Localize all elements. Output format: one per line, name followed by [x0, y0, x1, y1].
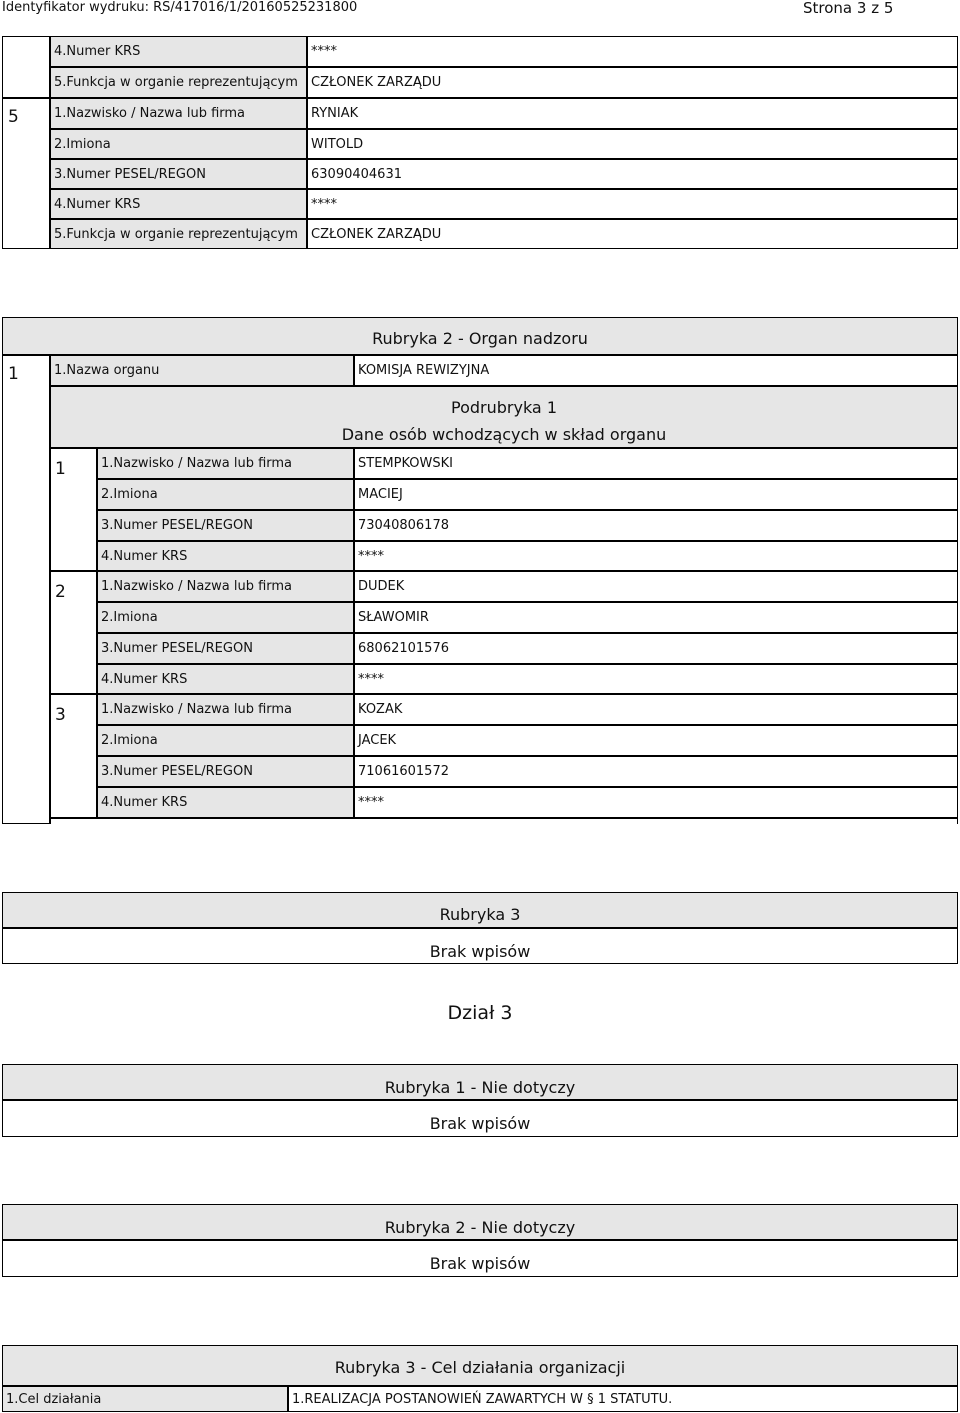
member-number: 1 [50, 448, 97, 571]
field-label: 3.Numer PESEL/REGON [97, 633, 354, 664]
field-label: 1.Nazwa organu [50, 355, 354, 386]
page-number: Strona 3 z 5 [803, 0, 894, 17]
field-value: STEMPKOWSKI [354, 448, 958, 479]
field-label: 1.Nazwisko / Nazwa lub firma [50, 98, 307, 129]
section-title [2, 1064, 958, 1100]
field-label: 4.Numer KRS [97, 664, 354, 694]
empty-section [2, 1240, 958, 1277]
chapter-title: Dział 3 [447, 1002, 513, 1024]
field-label: 4.Numer KRS [97, 541, 354, 571]
field-label: 2.Imiona [97, 602, 354, 633]
member-number: 2 [50, 571, 97, 694]
empty-note: Brak wpisów [429, 1254, 531, 1273]
empty-note: Brak wpisów [429, 1114, 531, 1133]
person-number: 5 [2, 98, 50, 249]
field-label: 4.Numer KRS [97, 787, 354, 818]
empty-section [2, 928, 958, 964]
prev-person-number-cell [2, 36, 50, 98]
member-number: 3 [50, 694, 97, 818]
field-value: 1.REALIZACJA POSTANOWIEŃ ZAWARTYCH W § 1 STATUTU. [288, 1386, 958, 1412]
field-value: JACEK [354, 725, 958, 756]
field-value: WITOLD [307, 129, 958, 159]
organ-number: 1 [2, 355, 50, 824]
field-value: RYNIAK [307, 98, 958, 129]
field-value: 68062101576 [354, 633, 958, 664]
field-label: 5.Funkcja w organie reprezentującym [50, 219, 307, 249]
field-value: MACIEJ [354, 479, 958, 510]
field-label: 4.Numer KRS [50, 189, 307, 219]
field-value: **** [354, 541, 958, 571]
section-title-text: Rubryka 2 - Nie dotyczy [384, 1218, 576, 1237]
field-label: 2.Imiona [50, 129, 307, 159]
field-value: 71061601572 [354, 756, 958, 787]
field-value: **** [354, 787, 958, 818]
table-closing-edge [50, 818, 958, 824]
field-label: 3.Numer PESEL/REGON [97, 756, 354, 787]
field-label: 4.Numer KRS [50, 36, 307, 67]
field-label: 3.Numer PESEL/REGON [50, 159, 307, 189]
subsection-title-line-2: Dane osób wchodzących w skład organu [341, 425, 667, 444]
field-value: CZŁONEK ZARZĄDU [307, 67, 958, 98]
section-title [2, 317, 958, 355]
section-title-text: Rubryka 2 - Organ nadzoru [372, 329, 588, 348]
empty-section [2, 1100, 958, 1137]
section-title-text: Rubryka 3 - Cel działania organizacji [334, 1358, 626, 1377]
field-value: DUDEK [354, 571, 958, 602]
field-label: 1.Cel działania [2, 1386, 288, 1412]
field-label: 3.Numer PESEL/REGON [97, 510, 354, 541]
field-label: 1.Nazwisko / Nazwa lub firma [97, 694, 354, 725]
subsection-title-line-1: Podrubryka 1 [451, 398, 557, 417]
field-value: KOZAK [354, 694, 958, 725]
field-value: 73040806178 [354, 510, 958, 541]
field-label: 1.Nazwisko / Nazwa lub firma [97, 571, 354, 602]
section-title-text: Rubryka 3 [439, 905, 521, 924]
field-value: **** [354, 664, 958, 694]
field-label: 2.Imiona [97, 479, 354, 510]
section-title [2, 1345, 958, 1386]
field-value: 63090404631 [307, 159, 958, 189]
section-title [2, 1204, 958, 1240]
section-title-text: Rubryka 1 - Nie dotyczy [384, 1078, 576, 1097]
field-value: **** [307, 36, 958, 67]
print-identifier: Identyfikator wydruku: RS/417016/1/20160525231800 [2, 0, 358, 15]
field-label: 5.Funkcja w organie reprezentującym [50, 67, 307, 98]
subsection-title [50, 386, 958, 448]
field-label: 1.Nazwisko / Nazwa lub firma [97, 448, 354, 479]
field-value: SŁAWOMIR [354, 602, 958, 633]
field-value: **** [307, 189, 958, 219]
field-label: 2.Imiona [97, 725, 354, 756]
field-value: CZŁONEK ZARZĄDU [307, 219, 958, 249]
field-value: KOMISJA REWIZYJNA [354, 355, 958, 386]
empty-note: Brak wpisów [429, 942, 531, 961]
section-title [2, 892, 958, 928]
